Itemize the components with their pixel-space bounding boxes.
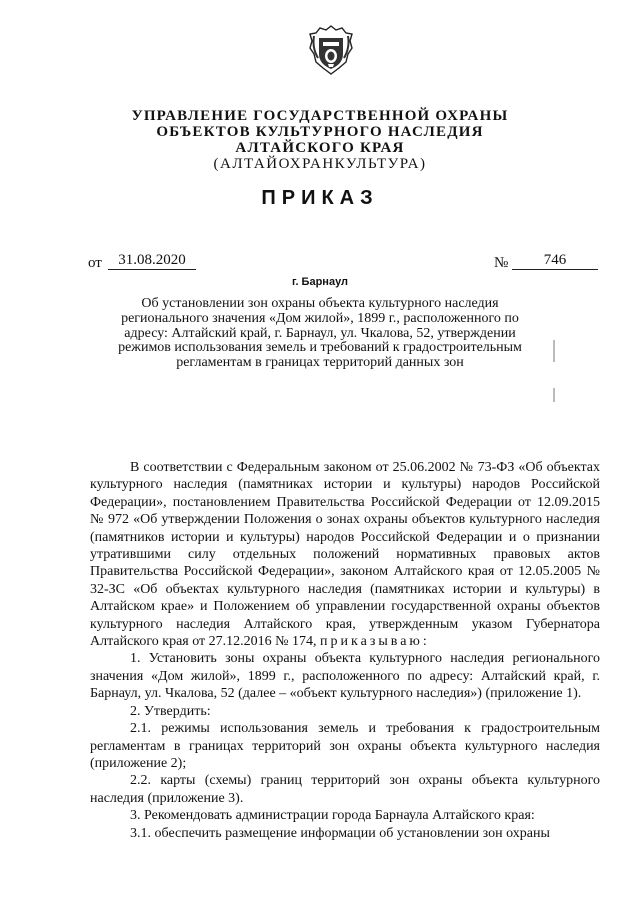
margin-mark — [553, 340, 555, 362]
document-body — [90, 459, 600, 842]
org-name-line-1: УПРАВЛЕНИЕ ГОСУДАРСТВЕННОЙ ОХРАНЫ — [131, 108, 509, 124]
org-name-line-3: АЛТАЙСКОГО КРАЯ — [235, 140, 405, 156]
date-label: от — [88, 255, 102, 271]
item-2-2: 2.2. карты (схемы) границ территорий зон охраны объекта культурного наследия (приложение 3). — [90, 773, 600, 806]
order-word: приказываю: — [320, 634, 430, 650]
item-2-1: 2.1. режимы использования земель и требования к градостроительным регламентам в границах территорий зон охраны объекта культурного наследия (приложение 2); — [90, 721, 600, 771]
coat-of-arms-icon — [308, 24, 354, 78]
item-2: 2. Утвердить: — [130, 703, 211, 719]
city: г. Барнаул — [291, 276, 349, 288]
item-1: 1. Установить зоны охраны объекта культурного наследия регионального значения «Дом жилой», 1899 г., расположенного по адресу: Алтайский край, г. Барнаул, ул. Чкалова, 52 (далее – «объект культурного наследия») (приложение 1). — [90, 651, 600, 702]
preamble-paragraph — [90, 459, 600, 650]
margin-mark — [553, 388, 555, 402]
item-3-1: 3.1. обеспечить размещение информации об установлении зон охраны — [130, 825, 550, 841]
preamble-text: В соответствии с Федеральным законом от 25.06.2002 № 73-ФЗ «Об объектах культурного наследия (памятниках истории и культуры) народов Российской Федерации», постановлением Правительства Российской Федерации от 12.09.2015 № 972 «Об утверждении Положения о зонах охраны объектов культурного наследия (памятников истории и культуры) народов Российской Федерации и о признании утратившими силу отдельных положений нормативных правовых актов Правительства Российской Федерации», законом Алтайского края от 12.05.2005 № 32-ЗС «Об объектах культурного наследия (памятниках истории и культуры) в Алтайском крае» и Положением об управлении государственной охраны объектов культурного наследия Алтайского края, утвержденным указом Губернатора Алтайского края от 27.12.2016 № 174, — [90, 460, 600, 650]
document-subject: Об установлении зон охраны объекта культурного наследия регионального значения «Дом жилой», 1899 г., расположенного по адресу: Алтайский край, г. Барнаул, ул. Чкалова, 52, утверждении режимов использования земель и требований к градостроительным регламентам в границах территорий данных зон — [118, 296, 522, 371]
number-label: № — [494, 255, 509, 271]
document-number: 746 — [512, 252, 598, 270]
org-short-name: (АЛТАЙОХРАНКУЛЬТУРА) — [213, 156, 427, 172]
document-date: 31.08.2020 — [108, 252, 196, 270]
item-3: 3. Рекомендовать администрации города Барнаула Алтайского края: — [130, 808, 535, 824]
org-name-line-2: ОБЪЕКТОВ КУЛЬТУРНОГО НАСЛЕДИЯ — [156, 124, 484, 140]
document-type-title: ПРИКАЗ — [261, 187, 379, 209]
